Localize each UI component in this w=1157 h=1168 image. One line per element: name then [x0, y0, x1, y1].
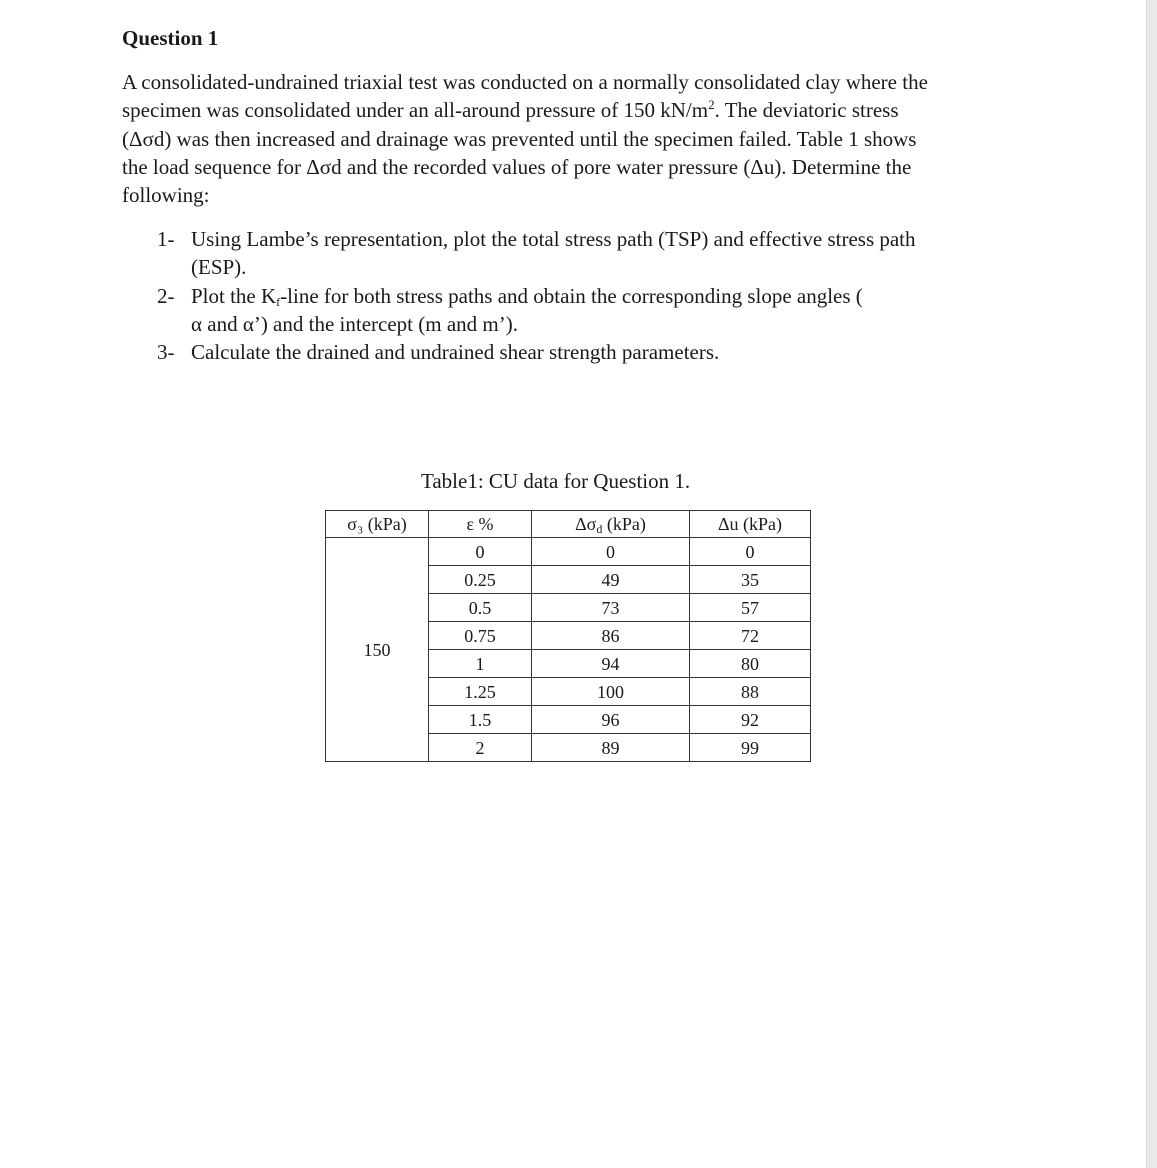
strain-cell: 0.75 — [429, 622, 532, 650]
task-number-2: 2- — [157, 283, 175, 308]
paragraph-line-2-text: specimen was consolidated under an all-around pressure of 150 kN/m — [122, 98, 709, 123]
pore-cell: 92 — [690, 706, 811, 734]
task-item-3 — [157, 338, 1017, 366]
task-2-text-b: -line for both stress paths and obtain the corresponding slope angles ( — [280, 283, 863, 308]
task-2-text-a: Plot the K — [191, 283, 277, 308]
table-caption: Table1: CU data for Question 1. — [421, 469, 691, 493]
deviator-cell: 100 — [532, 678, 690, 706]
task-2-subscript: f — [276, 294, 281, 309]
paragraph-line-2 — [122, 96, 1012, 124]
deviator-cell: 94 — [532, 650, 690, 678]
task-number-3: 3- — [157, 340, 175, 365]
viewer-right-edge — [1146, 0, 1157, 1168]
pore-cell: 0 — [690, 538, 811, 566]
cu-data-table — [325, 510, 811, 762]
pore-cell: 80 — [690, 650, 811, 678]
strain-cell: 0.25 — [429, 566, 532, 594]
header-pore: Δu (kPa) — [690, 511, 811, 538]
strain-cell: 0 — [429, 538, 532, 566]
header-deviator-unit: (kPa) — [602, 514, 646, 534]
question-title: Question 1 — [122, 26, 219, 50]
strain-cell: 1.5 — [429, 706, 532, 734]
task-item-2 — [157, 282, 1017, 339]
table-row — [326, 538, 811, 566]
header-deviator-main: Δσ — [575, 514, 597, 534]
pore-cell: 35 — [690, 566, 811, 594]
sigma3-cell: 150 — [326, 538, 429, 762]
strain-cell: 1 — [429, 650, 532, 678]
deviator-cell: 96 — [532, 706, 690, 734]
header-strain: ε % — [429, 511, 532, 538]
pore-cell: 99 — [690, 734, 811, 762]
deviator-cell: 49 — [532, 566, 690, 594]
paragraph-line-5: following: — [122, 183, 210, 208]
deviator-cell: 73 — [532, 594, 690, 622]
header-deviator — [532, 511, 690, 538]
deviator-cell: 89 — [532, 734, 690, 762]
pore-cell: 57 — [690, 594, 811, 622]
header-sigma3: σ₃ (kPa) — [326, 511, 429, 538]
task-2-line-1 — [191, 282, 1017, 310]
deviator-cell: 86 — [532, 622, 690, 650]
task-list — [157, 225, 1017, 366]
strain-cell: 0.5 — [429, 594, 532, 622]
strain-cell: 1.25 — [429, 678, 532, 706]
paragraph-line-3: (Δσd) was then increased and drainage was prevented until the specimen failed. Table 1 shows — [122, 126, 917, 151]
pore-cell: 72 — [690, 622, 811, 650]
deviator-cell: 0 — [532, 538, 690, 566]
paragraph-line-4: the load sequence for Δσd and the recorded values of pore water pressure (Δu). Determine the — [122, 154, 912, 179]
header-deviator-sub: d — [596, 522, 603, 536]
task-1-line-2: (ESP). — [191, 255, 247, 280]
task-3-line-1: Calculate the drained and undrained shear strength parameters. — [191, 340, 720, 365]
task-1-line-1: Using Lambe’s representation, plot the total stress path (TSP) and effective stress path — [191, 227, 916, 251]
paragraph-line-1: A consolidated-undrained triaxial test was conducted on a normally consolidated clay where the — [122, 70, 928, 94]
superscript-two: 2 — [708, 97, 715, 113]
strain-cell: 2 — [429, 734, 532, 762]
question-paragraph — [122, 68, 1012, 209]
task-2-line-2: α and α’) and the intercept (m and m’). — [191, 311, 518, 336]
paragraph-line-2-rest: . The deviatoric stress — [714, 98, 899, 123]
table-header-row — [326, 511, 811, 538]
pore-cell: 88 — [690, 678, 811, 706]
task-number-1: 1- — [157, 227, 175, 251]
task-item-1 — [157, 225, 1017, 282]
